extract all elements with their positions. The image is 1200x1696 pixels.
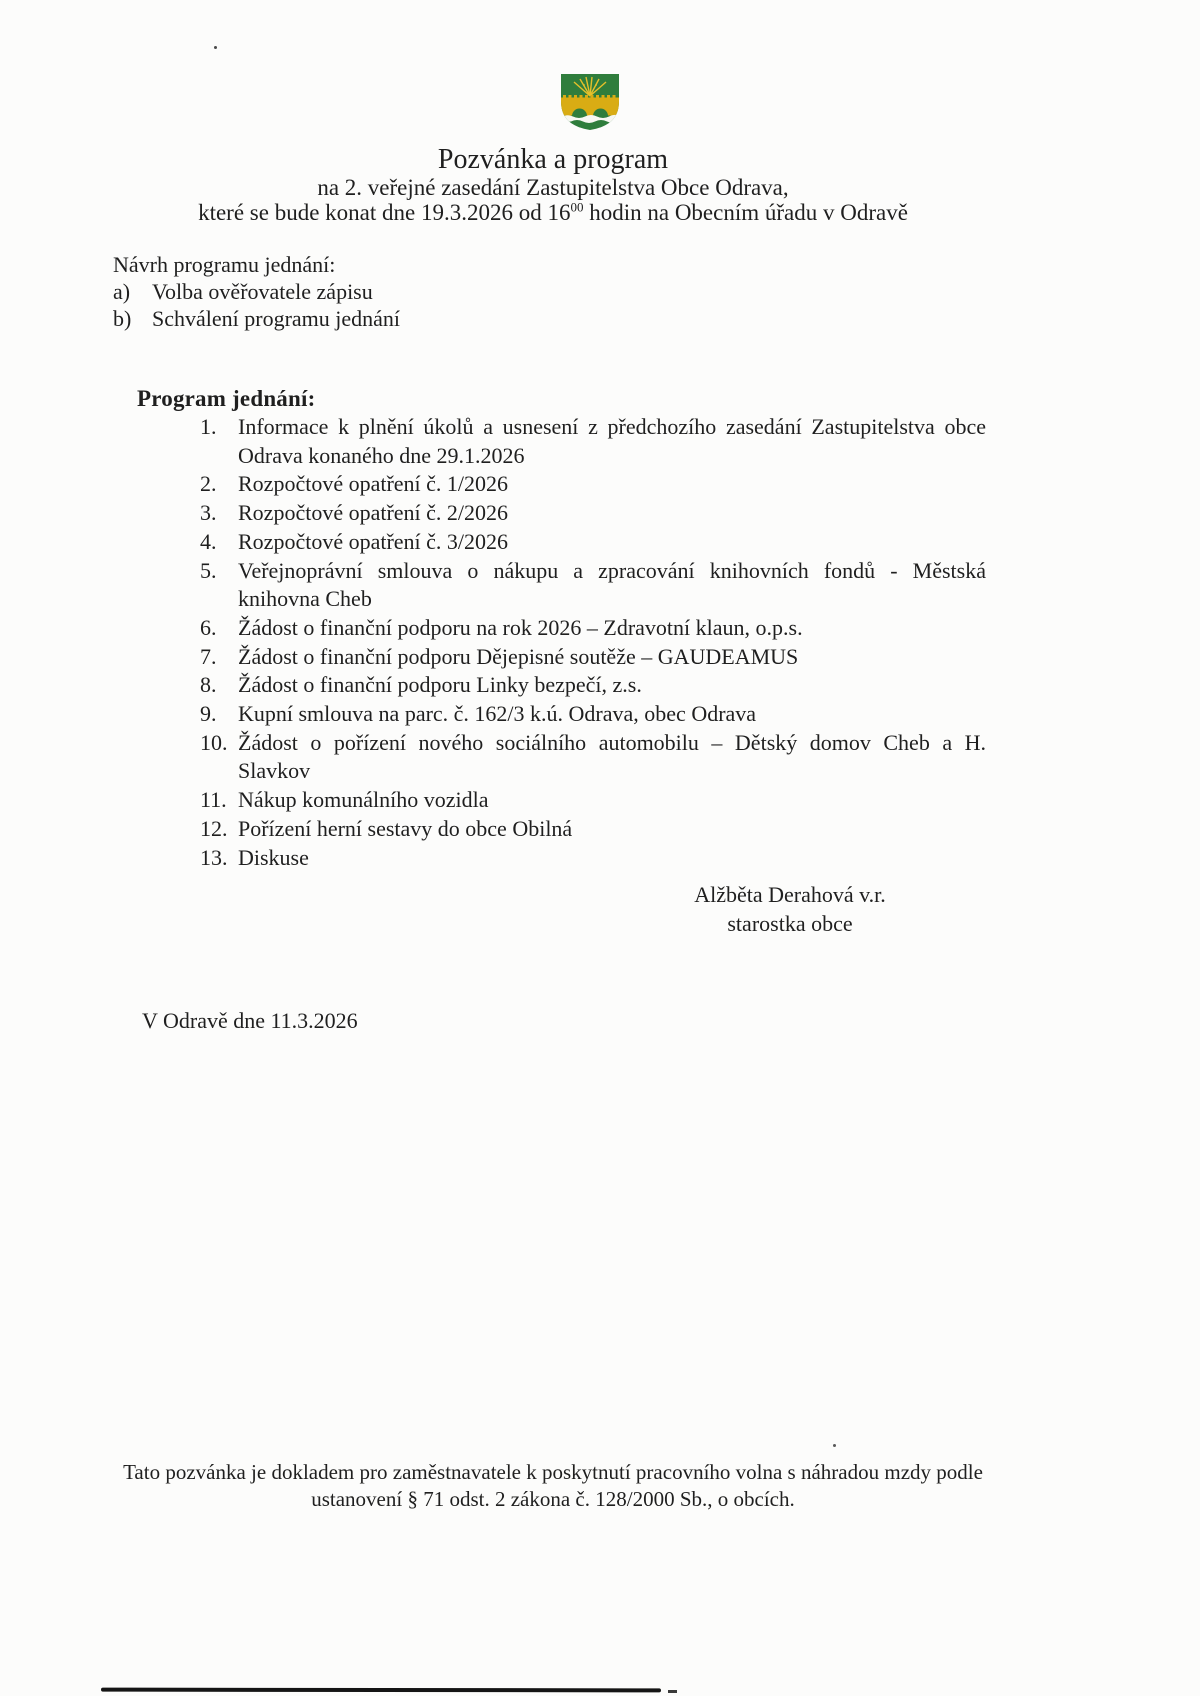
item-text: Pořízení herní sestavy do obce Obilná (238, 815, 573, 841)
scan-dot-artifact (833, 1444, 836, 1447)
item-number: 5. (200, 557, 217, 583)
bridge-body (561, 103, 619, 116)
time-superscript: 00 (570, 199, 584, 215)
item-text: Žádost o finanční podporu Linky bezpečí, z.s. (238, 672, 642, 698)
item-number: 3. (200, 500, 217, 526)
agenda-item (200, 700, 986, 729)
agenda-item (200, 557, 986, 614)
item-number: 12. (200, 815, 228, 841)
item-number: 7. (200, 643, 217, 669)
footer-line-1: Tato pozvánka je dokladem pro zaměstnavatele k poskytnutí pracovního volna s náhradou mzdy podle (123, 1460, 983, 1484)
signature-name: Alžběta Derahová v.r. (694, 882, 886, 907)
agenda-item (200, 786, 986, 815)
agenda-item (200, 470, 986, 499)
item-number: 2. (200, 471, 217, 497)
odrava-coat-of-arms-icon (559, 72, 621, 132)
item-text: Rozpočtové opatření č. 3/2026 (238, 528, 509, 554)
proposal-block (113, 251, 400, 332)
item-text: Volba ověřovatele zápisu (152, 279, 373, 304)
proposal-item (113, 278, 400, 305)
item-text: Diskuse (238, 844, 309, 870)
agenda-heading: Program jednání: (137, 386, 316, 411)
agenda-item (200, 499, 986, 528)
agenda-item (200, 815, 986, 844)
item-text: Schválení programu jednání (152, 306, 401, 331)
item-marker: b) (113, 306, 132, 331)
item-text: Žádost o pořízení nového sociálního automobilu – Dětský domov Cheb a H. Slavkov (238, 729, 986, 784)
agenda-item (200, 528, 986, 557)
document-header (0, 144, 1106, 225)
item-text: Rozpočtové opatření č. 2/2026 (238, 500, 509, 526)
agenda-item (200, 844, 986, 873)
signature-role: starostka obce (727, 911, 853, 936)
agenda-item (200, 413, 986, 470)
agenda-item (200, 729, 986, 786)
item-number: 10. (200, 729, 228, 755)
header-line-2: na 2. veřejné zasedání Zastupitelstva Obce Odrava, (317, 175, 789, 200)
scan-edge-artifact (101, 1688, 661, 1693)
scan-edge-artifact (668, 1690, 677, 1693)
item-text: Kupní smlouva na parc. č. 162/3 k.ú. Odrava, obec Odrava (238, 701, 757, 727)
footer-line-2: ustanovení § 71 odst. 2 zákona č. 128/2000 Sb., o obcích. (311, 1487, 795, 1511)
item-text: Veřejnoprávní smlouva o nákupu a zpracování knihovních fondů - Městská knihovna Cheb (238, 557, 986, 612)
item-number: 6. (200, 614, 217, 640)
item-number: 1. (200, 414, 217, 439)
item-number: 11. (200, 787, 227, 813)
item-text: Rozpočtové opatření č. 1/2026 (238, 471, 509, 497)
proposal-heading: Návrh programu jednání: (113, 252, 336, 277)
item-number: 4. (200, 528, 217, 554)
page-title: Pozvánka a program (437, 144, 669, 175)
item-text: Žádost o finanční podporu na rok 2026 – Zdravotní klaun, o.p.s. (238, 614, 803, 640)
item-number: 8. (200, 672, 217, 698)
signature-block (638, 880, 942, 938)
agenda-item (200, 643, 986, 672)
footer-note (0, 1459, 1106, 1513)
item-marker: a) (113, 279, 131, 304)
item-number: 13. (200, 844, 228, 870)
item-text: Žádost o finanční podporu Dějepisné soutěže – GAUDEAMUS (238, 643, 799, 669)
scan-dot-artifact (214, 46, 217, 49)
item-number: 9. (200, 701, 217, 727)
item-text: Nákup komunálního vozidla (238, 787, 489, 813)
agenda-item (200, 671, 986, 700)
date-line: V Odravě dne 11.3.2026 (142, 1008, 358, 1033)
agenda-item (200, 614, 986, 643)
header-line-3: které se bude konat dne 19.3.2026 od $16^{00}$ hodin na Obecním úřadu v Odravě (198, 199, 908, 225)
agenda-list (200, 413, 986, 872)
item-text: Informace k plnění úkolů a usnesení z předchozího zasedání Zastupitelstva obce Odrava konaného dne 29.1.2026 (238, 414, 986, 468)
proposal-item (113, 305, 400, 332)
